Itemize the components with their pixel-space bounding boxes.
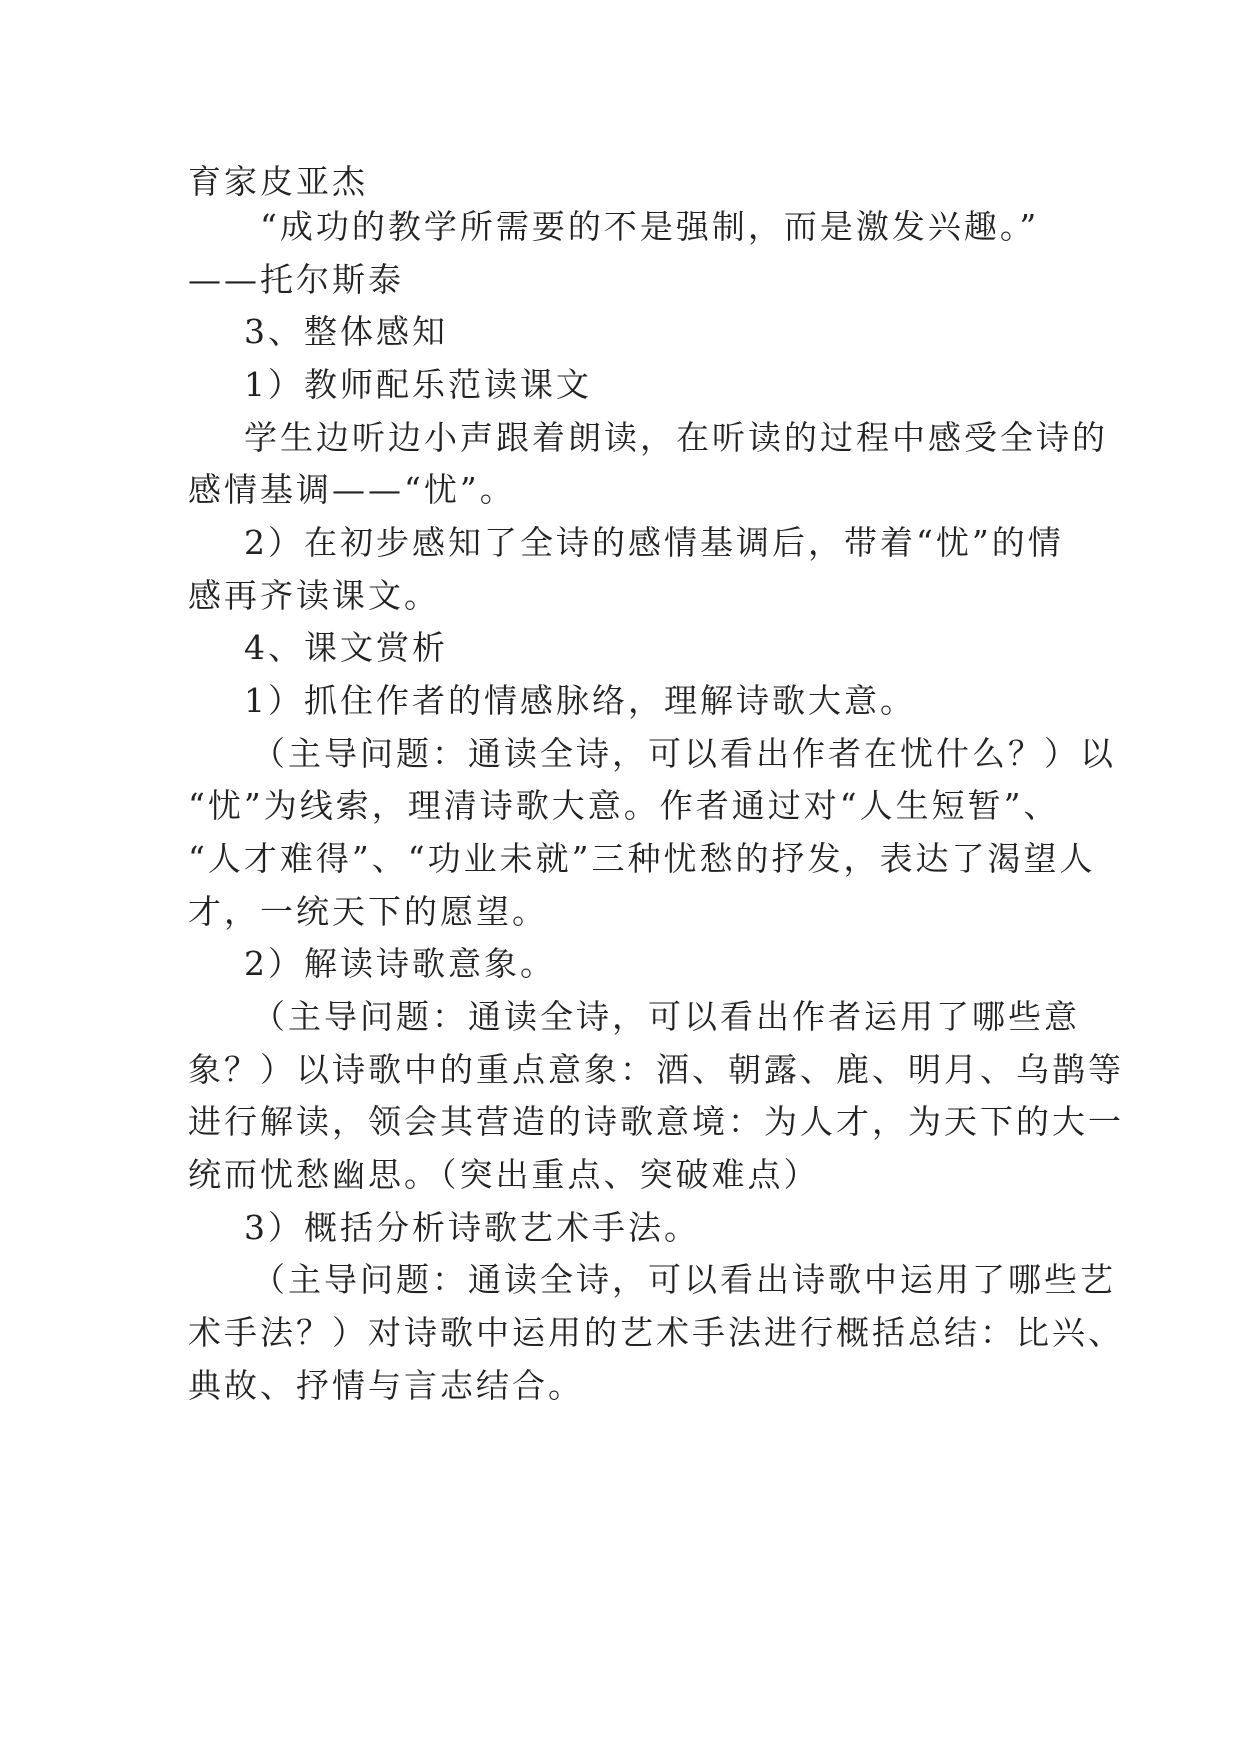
subsection-heading: 1）抓住作者的情感脉络，理解诗歌大意。	[244, 681, 916, 720]
text-line: 育家皮亚杰	[188, 162, 368, 201]
quote-attribution: ——托尔斯泰	[188, 260, 404, 299]
paragraph-line: 感再齐读课文。	[188, 576, 440, 615]
paragraph-line: “人才难得”、“功业未就”三种忧愁的抒发，表达了渴望人	[188, 839, 1096, 878]
subsection-heading: 2）解读诗歌意象。	[244, 944, 556, 983]
paragraph-line: 象？）以诗歌中的重点意象：酒、朝露、鹿、明月、乌鹊等	[188, 1050, 1124, 1089]
subsection-heading: 3）概括分析诗歌艺术手法。	[244, 1208, 700, 1247]
subsection-heading: 1）教师配乐范读课文	[244, 365, 592, 404]
paragraph-line: 进行解读，领会其营造的诗歌意境：为人才，为天下的大一	[188, 1102, 1124, 1141]
paragraph-line: 2）在初步感知了全诗的感情基调后，带着“忧”的情	[244, 523, 1064, 562]
section-heading: 3、整体感知	[244, 312, 448, 351]
paragraph-line: （主导问题：通读全诗，可以看出诗歌中运用了哪些艺	[252, 1260, 1116, 1299]
quote-line: “成功的教学所需要的不是强制，而是激发兴趣。”	[260, 207, 1040, 246]
paragraph-line: （主导问题：通读全诗，可以看出作者运用了哪些意	[252, 997, 1080, 1036]
section-heading: 4、课文赏析	[244, 628, 448, 667]
paragraph-line: 感情基调——“忧”。	[188, 470, 516, 509]
paragraph-line: 才，一统天下的愿望。	[188, 892, 548, 931]
paragraph-line: 典故、抒情与言志结合。	[188, 1366, 584, 1405]
paragraph-line: 术手法？）对诗歌中运用的艺术手法进行概括总结：比兴、	[188, 1313, 1124, 1352]
paragraph-line: 学生边听边小声跟着朗读，在听读的过程中感受全诗的	[244, 418, 1108, 457]
paragraph-line: “忧”为线索，理清诗歌大意。作者通过对“人生短暂”、	[188, 786, 1060, 825]
paragraph-line: 统而忧愁幽思。（突出重点、突破难点）	[188, 1155, 820, 1194]
paragraph-line: （主导问题：通读全诗，可以看出作者在忧什么？）以	[252, 734, 1116, 773]
